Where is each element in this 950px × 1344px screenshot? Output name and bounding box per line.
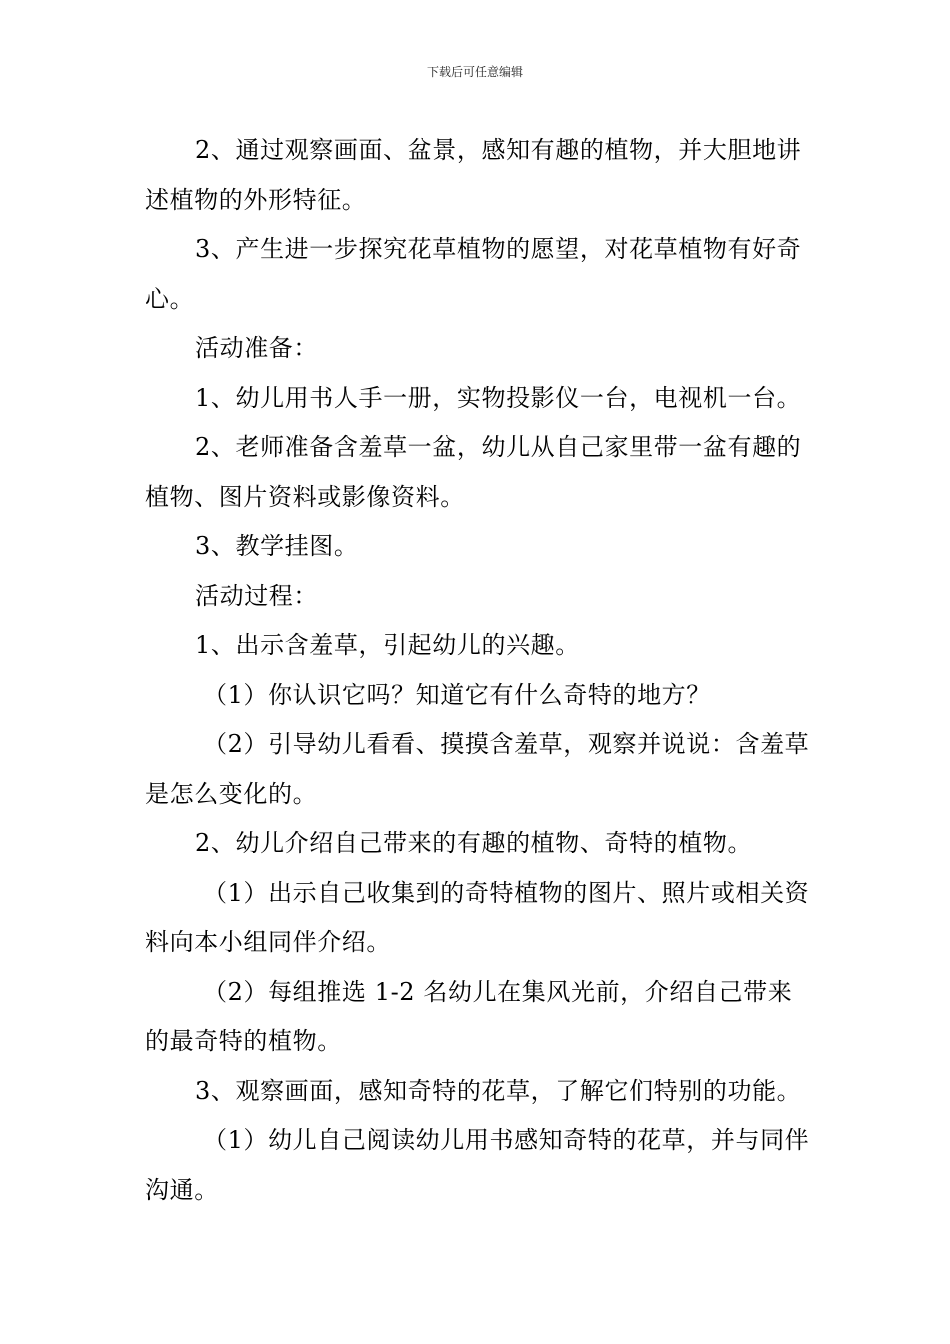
paragraph-goal-2: 2、通过观察画面、盆景，感知有趣的植物，并大胆地讲述植物的外形特征。 xyxy=(145,136,802,214)
paragraph-step-1-sub-1: （1）你认识它吗？知道它有什么奇特的地方？ xyxy=(203,680,711,709)
paragraph-step-2: 2、幼儿介绍自己带来的有趣的植物、奇特的植物。 xyxy=(195,829,753,857)
paragraph-step-2-sub-2: （2）每组推选 1-2 名幼儿在集风光前，介绍自己带来的最奇特的植物。 xyxy=(145,977,793,1055)
document-body xyxy=(145,126,811,1215)
paragraph-goal-3: 3、产生进一步探究花草植物的愿望，对花草植物有好奇心。 xyxy=(145,235,802,313)
paragraph-prep-3: 3、教学挂图。 xyxy=(195,532,359,560)
page-header: 下载后可任意编辑 xyxy=(426,65,523,79)
paragraph-step-2-sub-1: （1）出示自己收集到的奇特植物的图片、照片或相关资料向本小组同伴介绍。 xyxy=(145,878,810,956)
section-heading-preparation: 活动准备： xyxy=(195,334,318,362)
paragraph-prep-2: 2、老师准备含羞草一盆，幼儿从自己家里带一盆有趣的植物、图片资料或影像资料。 xyxy=(145,433,802,511)
section-heading-process: 活动过程： xyxy=(195,581,318,610)
paragraph-step-3-sub-1: （1）幼儿自己阅读幼儿用书感知奇特的花草，并与同伴沟通。 xyxy=(145,1126,810,1204)
paragraph-step-3: 3、观察画面，感知奇特的花草，了解它们特别的功能。 xyxy=(195,1076,802,1105)
paragraph-step-1-sub-2: （2）引导幼儿看看、摸摸含羞草，观察并说说：含羞草是怎么变化的。 xyxy=(145,730,810,808)
paragraph-prep-1: 1、幼儿用书人手一册，实物投影仪一台，电视机一台。 xyxy=(195,383,802,412)
paragraph-step-1: 1、出示含羞草，引起幼儿的兴趣。 xyxy=(195,631,580,659)
